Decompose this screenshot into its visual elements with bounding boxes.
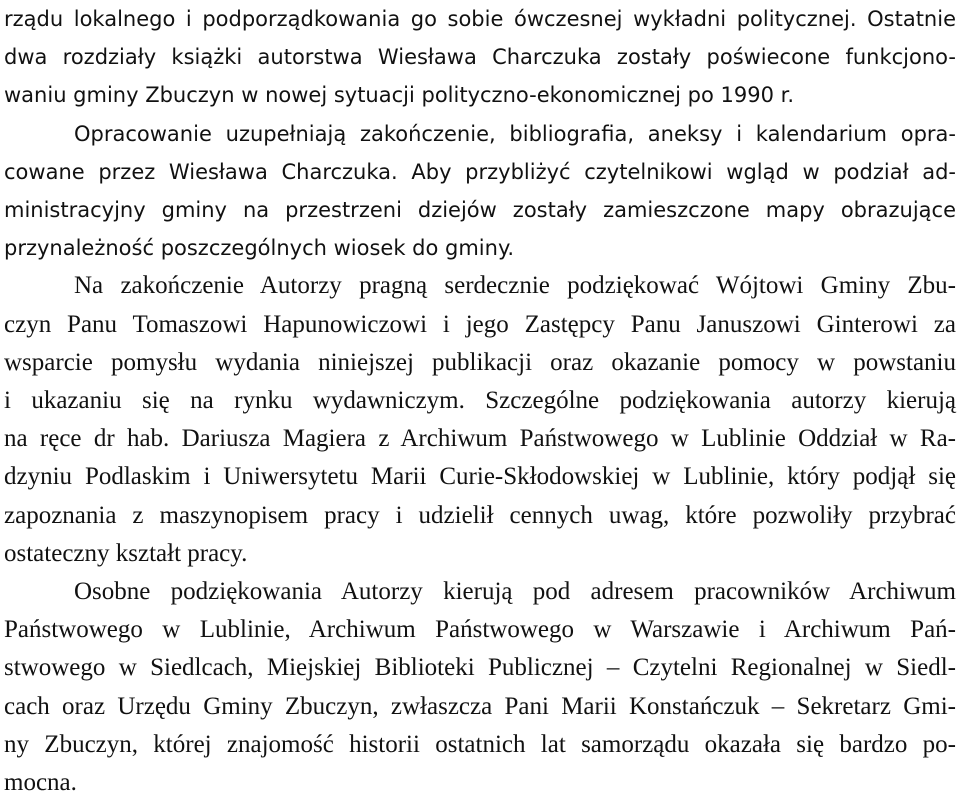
text-line: Opracowanie uzupełniają zakończenie, bibliografia, aneksy i kalendarium opra- [74,121,956,146]
text-line: cach oraz Urzędu Gminy Zbuczyn, zwłaszcza Pani Marii Konstańczuk – Sekretarz Gmi- [4,692,956,720]
text-line: czyn Panu Tomaszowi Hapunowiczowi i jego Zastępcy Panu Januszowi Ginterowi za [4,310,956,338]
text-line: stwowego w Siedlcach, Miejskiej Biblioteki Publicznej – Czytelni Regionalnej w Siedl- [4,654,956,682]
text-line: wsparcie pomysłu wydania niniejszej publikacji oraz okazanie pomocy w powstaniu [4,348,956,376]
text-line: dwa rozdziały książki autorstwa Wiesława Charczuka zostały poświecone funkcjono- [4,45,956,70]
text-line: i ukazaniu się na rynku wydawniczym. Szczególne podziękowania autorzy kierują [4,387,956,414]
text-line: waniu gminy Zbuczyn w nowej sytuacji polityczno-ekonomicznej po 1990 r. [4,83,794,108]
text-line: zapoznania z maszynopisem pracy i udzielił cennych uwag, które pozwoliły przybrać [4,501,956,529]
text-line: Państwowego w Lublinie, Archiwum Państwowego w Warszawie i Archiwum Pań- [4,616,956,644]
text-line: ostateczny kształt pracy. [4,539,248,567]
text-line: Na zakończenie Autorzy pragną serdecznie podziękować Wójtowi Gminy Zbu- [74,272,956,300]
text-line: rządu lokalnego i podporządkowania go sobie ówczesnej wykładni politycznej. Ostatnie [4,7,956,31]
text-line: ministracyjny gminy na przestrzeni dziejów zostały zamieszczone mapy obrazujące [4,198,956,222]
text-line: dzyniu Podlaskim i Uniwersytetu Marii Curie-Skłodowskiej w Lublinie, który podjął się [4,463,956,491]
text-line: Osobne podziękowania Autorzy kierują pod adresem pracowników Archiwum [74,578,956,605]
text-line: przynależność poszczególnych wiosek do gminy. [4,236,515,261]
text-line: mocna. [4,769,77,796]
text-line: ny Zbuczyn, której znajomość historii ostatnich lat samorządu okazała się bardzo po- [4,730,956,758]
text-line: cowane przez Wiesława Charczuka. Aby przybliżyć czytelnikowi wgląd w podział ad- [4,159,956,184]
text-line: na ręce dr hab. Dariusza Magiera z Archiwum Państwowego w Lublinie Oddział w Ra- [4,425,956,453]
